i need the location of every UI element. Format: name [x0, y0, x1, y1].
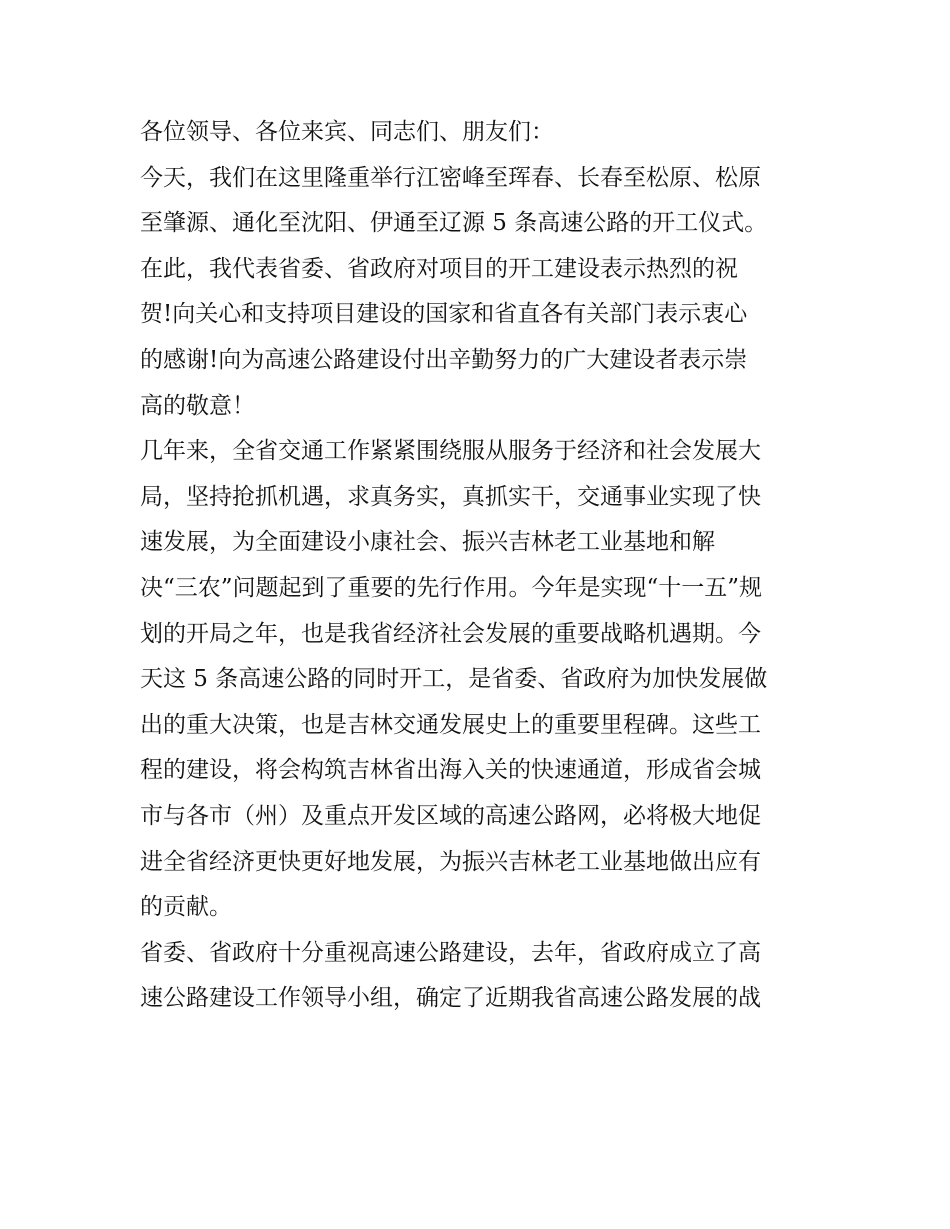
paragraph-2-line-11: 的贡献。 [140, 894, 232, 921]
paragraph-2-line-7: 出的重大决策，也是吉林交通发展史上的重要里程碑。这些工 [140, 711, 761, 738]
paragraph-1-line-2: 至肇源、通化至沈阳、伊通至辽源 5 条高速公路的开工仪式。 [140, 210, 768, 237]
paragraph-2-line-2: 局，坚持抢抓机遇，求真务实，真抓实干，交通事业实现了快 [140, 483, 761, 510]
speech-body [140, 110, 820, 1022]
paragraph-2-line-8: 程的建设，将会构筑吉林省出海入关的快速通道，形成省会城 [140, 757, 761, 784]
paragraph-2-line-10: 进全省经济更快更好地发展，为振兴吉林老工业基地做出应有 [140, 848, 761, 875]
salutation-line: 各位领导、各位来宾、同志们、朋友们： [140, 119, 554, 145]
paragraph-2-line-3: 速发展，为全面建设小康社会、振兴吉林老工业基地和解 [140, 529, 715, 556]
paragraph-3-line-2: 速公路建设工作领导小组，确定了近期我省高速公路发展的战 [140, 985, 761, 1012]
paragraph-1-line-6: 高的敬意！ [140, 392, 255, 419]
paragraph-3-line-1: 省委、省政府十分重视高速公路建设，去年，省政府成立了高 [140, 939, 761, 966]
paragraph-1-line-4: 贺!向关心和支持项目建设的国家和省直各有关部门表示衷心 [140, 301, 748, 328]
paragraph-2-line-9: 市与各市（州）及重点开发区域的高速公路网，必将极大地促 [140, 802, 761, 829]
paragraph-1-line-5: 的感谢!向为高速公路建设付出辛勤努力的广大建设者表示崇 [140, 346, 748, 373]
paragraph-2-line-6: 天这 5 条高速公路的同时开工，是省委、省政府为加快发展做 [140, 666, 768, 693]
paragraph-1-line-1: 今天，我们在这里隆重举行江密峰至珲春、长春至松原、松原 [140, 164, 761, 191]
paragraph-2-line-4: 决“三农”问题起到了重要的先行作用。今年是实现“十一五”规 [140, 574, 763, 601]
paragraph-1-line-3: 在此，我代表省委、省政府对项目的开工建设表示热烈的祝 [140, 255, 738, 282]
paragraph-2-line-1: 几年来，全省交通工作紧紧围绕服从服务于经济和社会发展大 [140, 438, 761, 465]
paragraph-2-line-5: 划的开局之年，也是我省经济社会发展的重要战略机遇期。今 [140, 620, 761, 647]
